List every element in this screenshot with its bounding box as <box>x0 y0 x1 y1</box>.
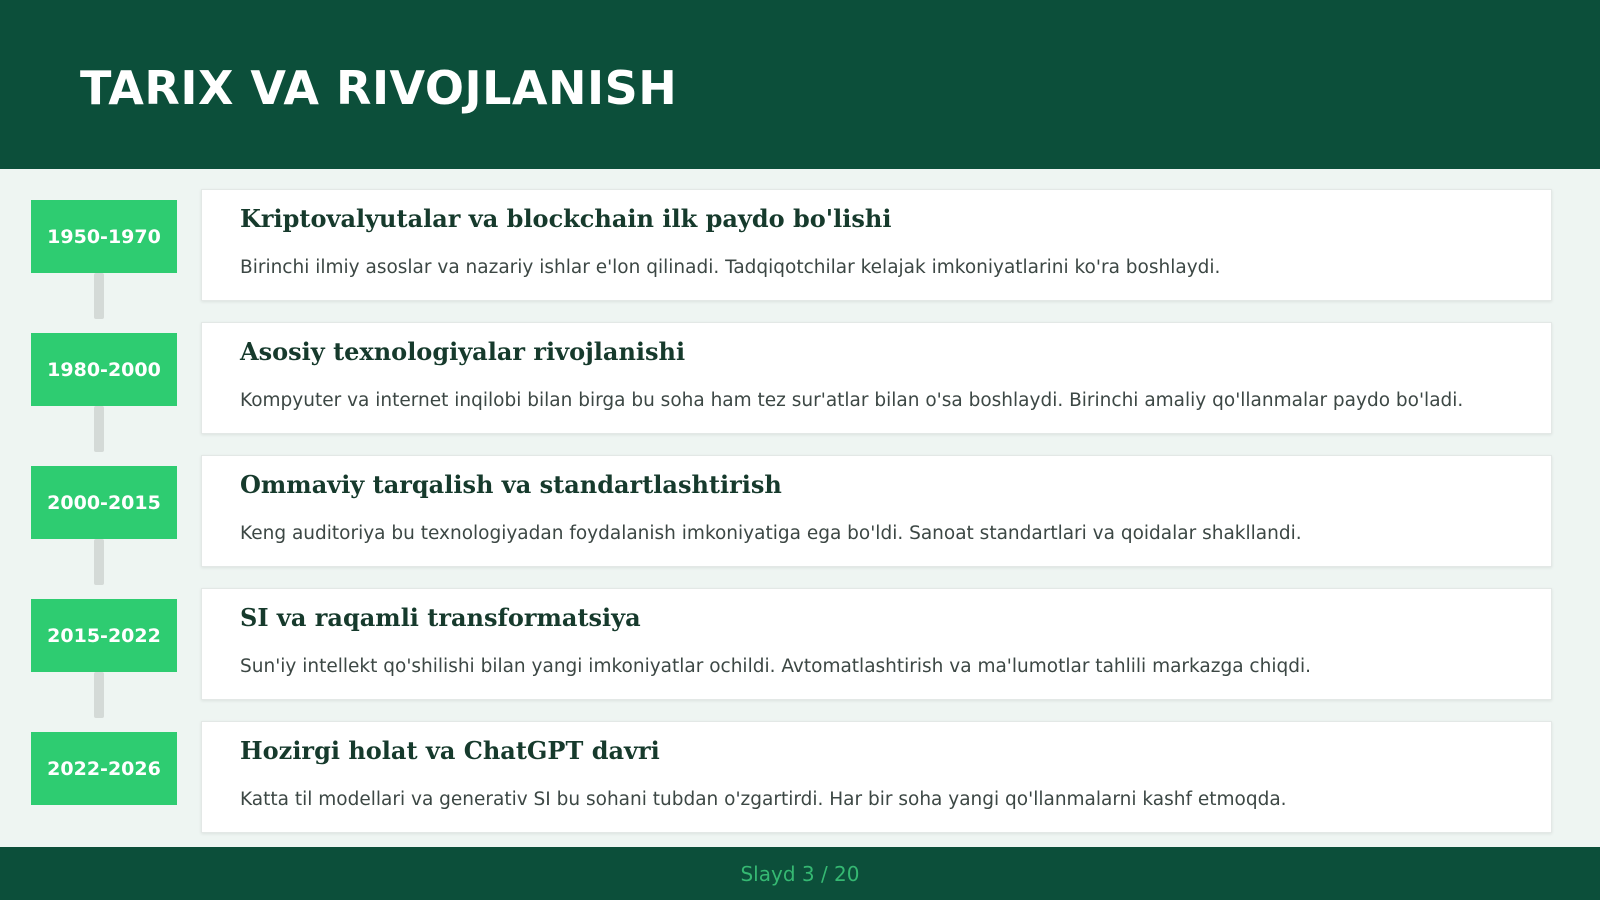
timeline <box>0 169 1600 847</box>
event-card <box>201 322 1552 434</box>
event-card <box>201 189 1552 301</box>
event-title: Hozirgi holat va ChatGPT davri <box>240 736 660 765</box>
event-description: Birinchi ilmiy asoslar va nazariy ishlar e'lon qilinadi. Tadqiqotchilar kelajak imkoniyatlarini ko'ra boshlaydi. <box>240 257 1221 278</box>
event-card <box>201 455 1552 567</box>
timeline-connector <box>94 672 104 718</box>
event-title: Ommaviy tarqalish va standartlashtirish <box>240 470 782 499</box>
event-title: SI va raqamli transformatsiya <box>240 603 641 632</box>
event-card <box>201 721 1552 833</box>
event-card <box>201 588 1552 700</box>
date-badge: 1980-2000 <box>31 333 177 406</box>
page-title: TARIX VA RIVOJLANISH <box>80 61 678 115</box>
date-badge: 2015-2022 <box>31 599 177 672</box>
event-description: Sun'iy intellekt qo'shilishi bilan yangi imkoniyatlar ochildi. Avtomatlashtirish va ma'lumotlar tahlili markazga chiqdi. <box>240 656 1311 677</box>
slide-counter: Slayd 3 / 20 <box>740 861 860 886</box>
event-title: Kriptovalyutalar va blockchain ilk paydo bo'lishi <box>240 204 892 233</box>
event-title: Asosiy texnologiyalar rivojlanishi <box>240 337 686 366</box>
event-description: Keng auditoriya bu texnologiyadan foydalanish imkoniyatiga ega bo'ldi. Sanoat standartlari va qoidalar shakllandi. <box>240 523 1302 544</box>
timeline-connector <box>94 273 104 319</box>
date-badge: 1950-1970 <box>31 200 177 273</box>
timeline-connector <box>94 539 104 585</box>
event-description: Katta til modellari va generativ SI bu sohani tubdan o'zgartirdi. Har bir soha yangi qo'llanmalarni kashf etmoqda. <box>240 789 1287 810</box>
timeline-connector <box>94 406 104 452</box>
slide-footer <box>0 847 1600 900</box>
date-badge: 2000-2015 <box>31 466 177 539</box>
slide-header <box>0 0 1600 169</box>
event-description: Kompyuter va internet inqilobi bilan birga bu soha ham tez sur'atlar bilan o'sa boshlaydi. Birinchi amaliy qo'llanmalar paydo bo'ladi. <box>240 390 1464 411</box>
date-badge: 2022-2026 <box>31 732 177 805</box>
